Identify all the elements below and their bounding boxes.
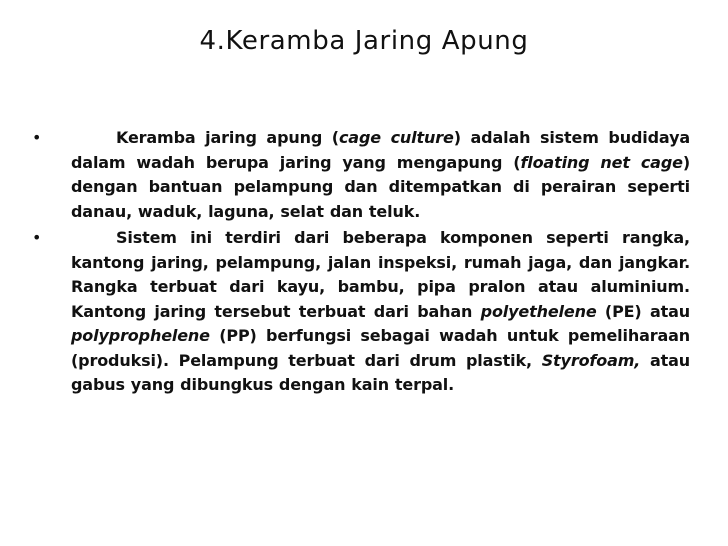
italic-term: polyprophelene — [71, 326, 210, 345]
bullet-dot-icon: • — [32, 128, 42, 147]
italic-term: polyethelene — [480, 301, 597, 321]
bullet-item — [24, 126, 690, 224]
text-segment: Sistem ini terdiri dari beberapa komponen seperti rangka, kantong jaring, pelampung, jalan inspeksi, rumah jaga, dan jangkar. Rangka terbuat dari kayu, bambu, pipa pralon atau aluminium. Kantong jaring tersebut terbuat dari bahan — [71, 228, 690, 321]
text-segment: ) dengan bantuan pelampung dan ditempatkan di perairan seperti danau, waduk, laguna, selat dan teluk. — [71, 152, 690, 221]
bullet-text — [71, 226, 690, 398]
slide-title: 4.Keramba Jaring Apung — [199, 26, 529, 56]
italic-term: cage culture — [338, 128, 454, 147]
text-segment: Keramba jaring apung ( — [116, 128, 339, 147]
bullet-item — [24, 226, 690, 398]
text-segment: (PE) atau — [596, 301, 690, 321]
italic-term: floating net cage — [520, 152, 683, 172]
bullet-text — [71, 126, 690, 224]
bullet-dot-icon: • — [32, 228, 42, 247]
text-segment: (PP) berfungsi sebagai wadah untuk pemeliharaan (produksi). Pelampung terbuat dari drum plastik, — [71, 326, 690, 370]
text-segment: atau gabus yang dibungkus dengan kain terpal. — [71, 350, 690, 394]
text-segment: ) adalah sistem budidaya dalam wadah berupa jaring yang mengapung ( — [71, 128, 690, 172]
bullet-list — [24, 126, 690, 398]
italic-term: Styrofoam, — [541, 350, 641, 370]
